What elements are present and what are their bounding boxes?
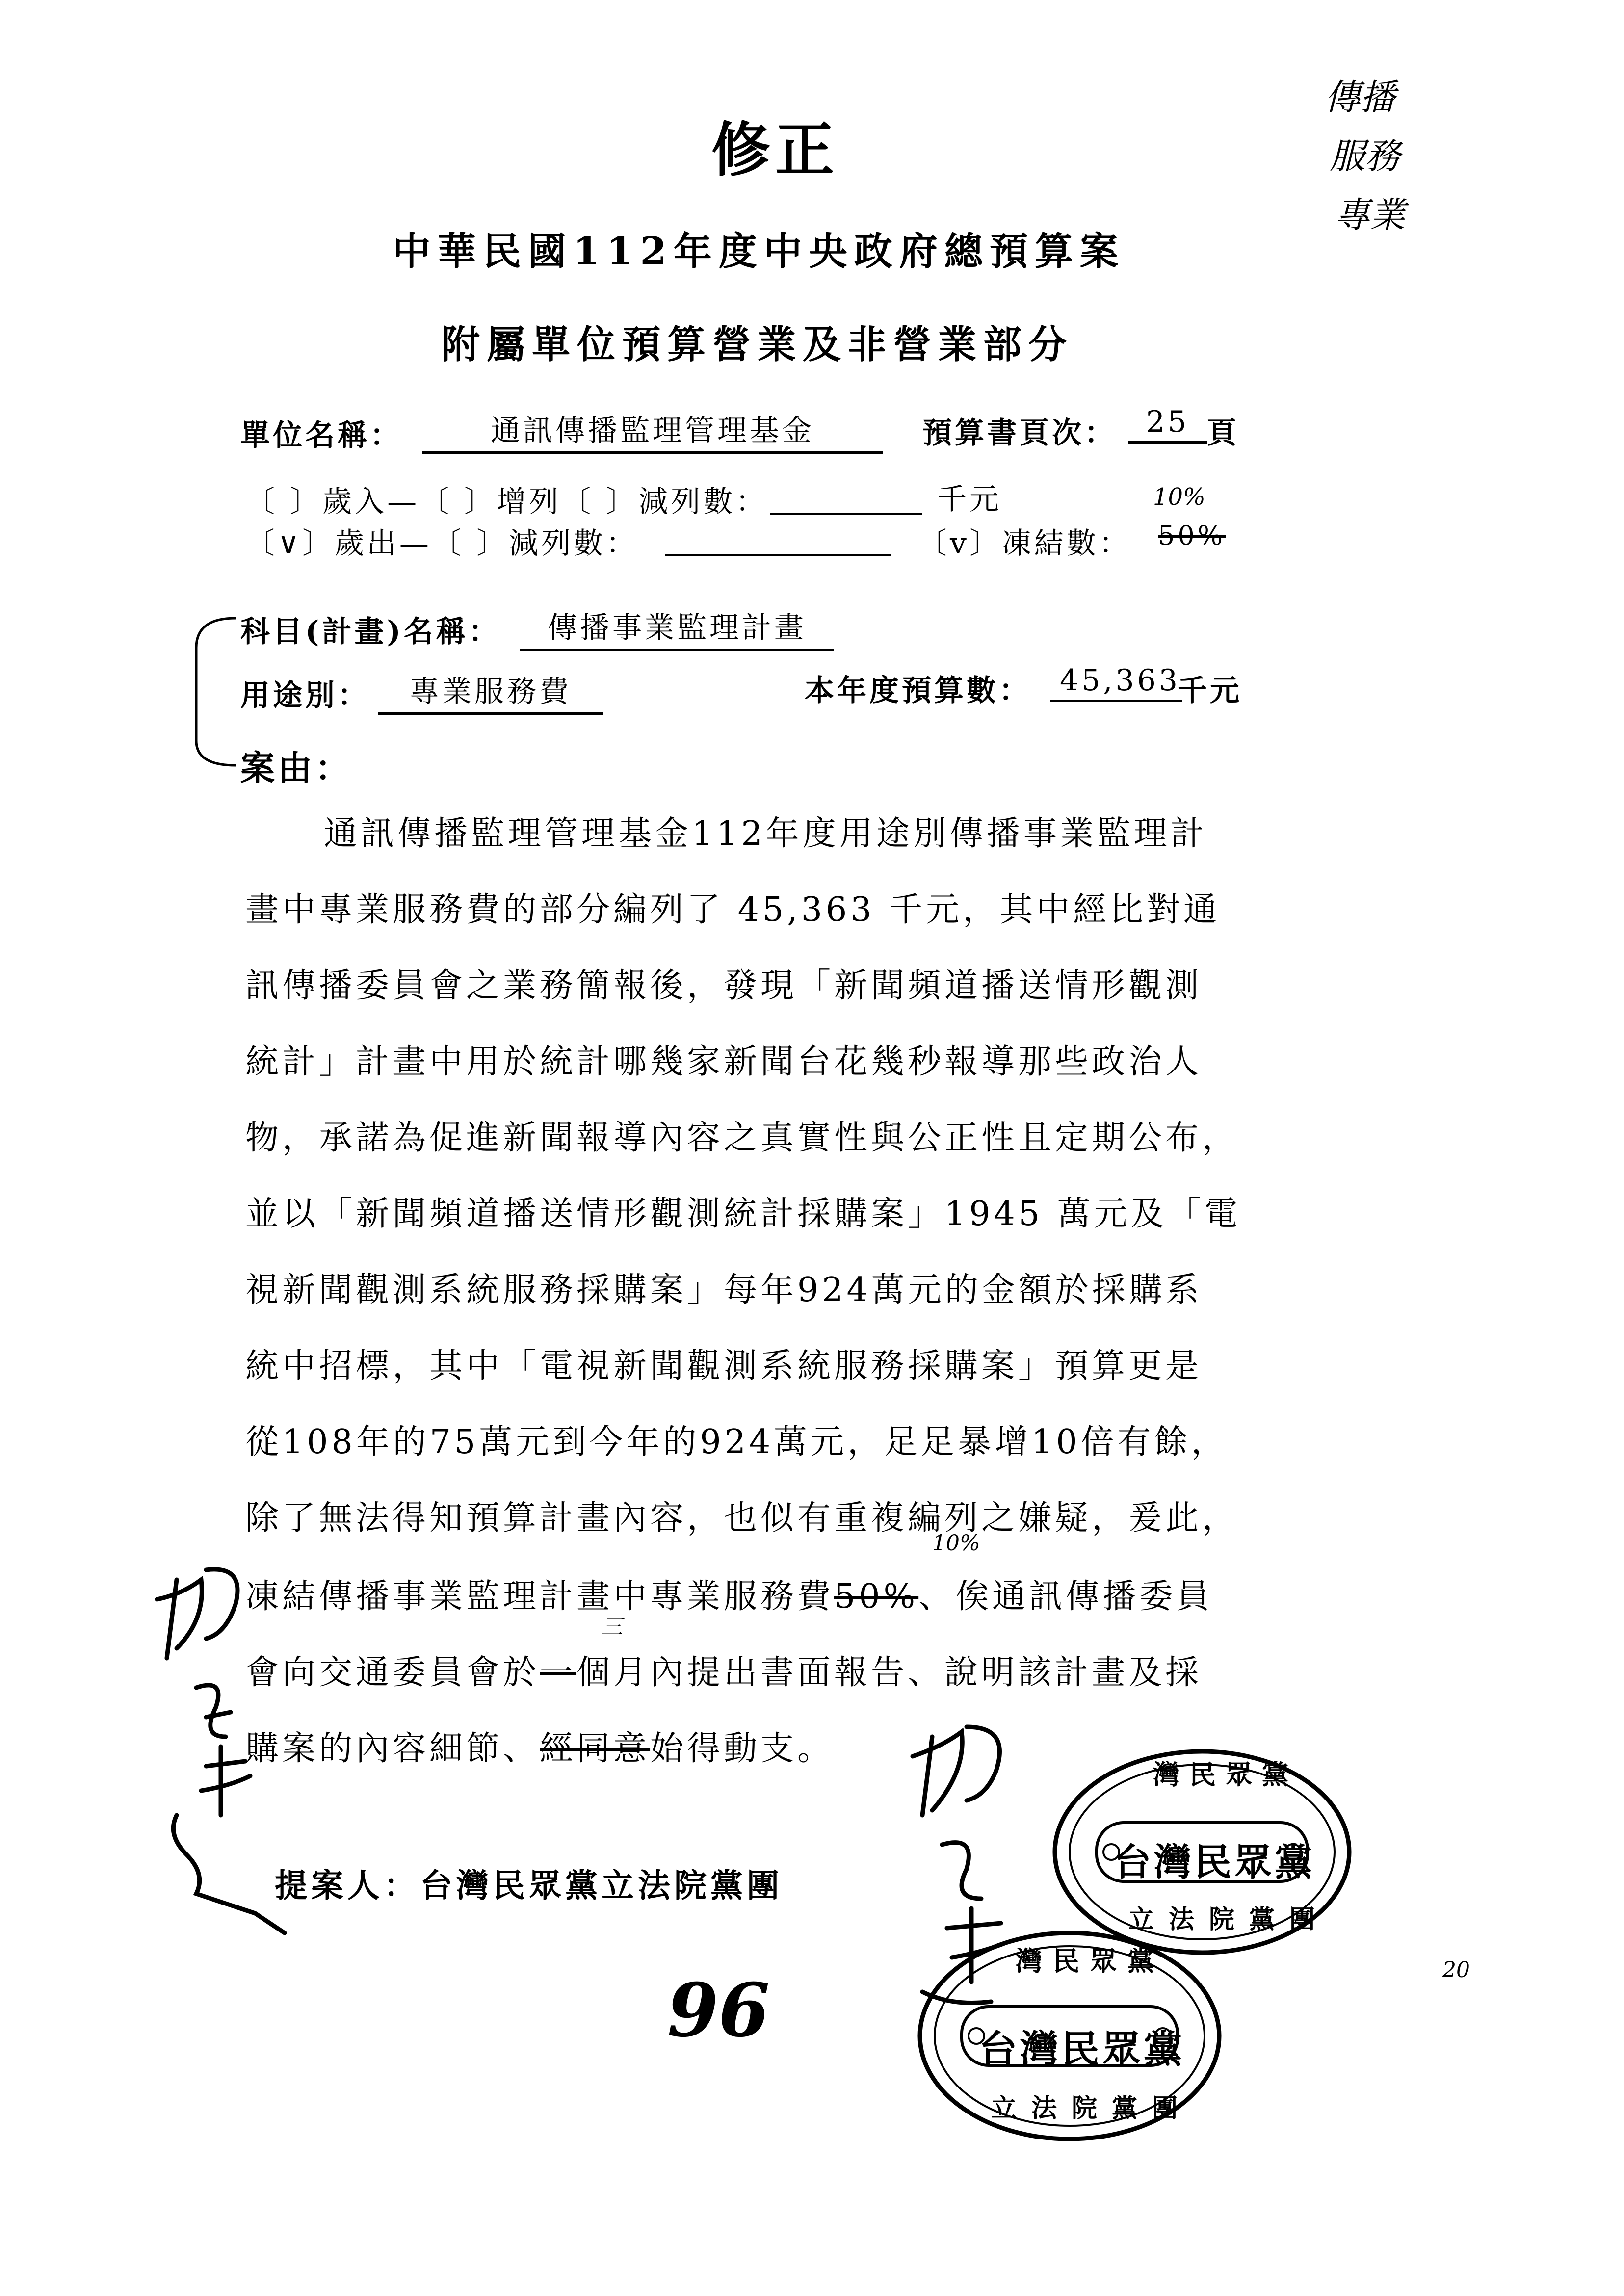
revenue-amount-blank (770, 513, 922, 515)
margin-mark: 20 (1442, 1957, 1470, 1983)
unit-name-label: 單位名稱： (240, 418, 402, 453)
seal-lower-bottom-text: 立法院黨團 (991, 2093, 1193, 2123)
body-line: 物，承諾為促進新聞報導內容之真實性與公正性且定期公布， (245, 1119, 1239, 1157)
document-title-line2: 附屬單位預算營業及非營業部分 (442, 322, 1074, 367)
freeze-label: 〔v〕凍結數： (917, 526, 1131, 561)
line13-after: 始得動支。 (650, 1729, 835, 1768)
line13-struck: 經同意 (540, 1729, 651, 1768)
reason-label: 案由： (240, 748, 352, 788)
document-title-line1: 中華民國112年度中央政府總預算案 (393, 229, 1125, 274)
budget-value: 45,363 (1050, 663, 1182, 702)
page-ref-value: 25 (1128, 405, 1207, 444)
body-line: 除了無法得知預算計畫內容，也似有重複編列之嫌疑，爰此， (245, 1499, 1239, 1538)
body-line: 從108年的75萬元到今年的924萬元，足足暴增10倍有餘， (245, 1423, 1228, 1461)
seal-upper-top-text: 灣民眾黨 (1153, 1759, 1298, 1790)
usage-label: 用途別： (240, 678, 370, 713)
page-number: 96 (667, 1967, 770, 2054)
budget-unit: 千元 (1178, 674, 1242, 708)
document-heading: 修正 (711, 115, 839, 184)
body-line: 訊傳播委員會之業務簡報後，發現「新聞頻道播送情形觀測 (245, 966, 1203, 1005)
page-ref-unit: 頁 (1207, 416, 1239, 450)
body-line: 並以「新聞頻道播送情形觀測統計採購案」1945 萬元及「電 (245, 1195, 1241, 1233)
subject-label: 科目(計畫)名稱： (240, 615, 501, 649)
proposer: 提案人：台灣民眾黨立法院黨團 (275, 1866, 783, 1905)
corner-note-line: 傳播 (1325, 77, 1396, 118)
body-line: 視新聞觀測系統服務採購案」每年924萬元的金額於採購系 (245, 1271, 1203, 1309)
body-line-edited (245, 1570, 1213, 1618)
line12-struck: 一 (540, 1653, 577, 1692)
seal-lower-center-text: 台灣民眾黨 (979, 2027, 1185, 2072)
expense-amount-blank (665, 554, 891, 556)
budget-label: 本年度預算數： (805, 674, 1031, 708)
subject-bracket (186, 613, 245, 775)
body-line: 統中招標，其中「電視新聞觀測系統服務採購案」預算更是 (245, 1347, 1203, 1385)
line11-before: 凍結傳播事業監理計畫中專業服務費 (245, 1577, 835, 1616)
unit-name-value: 通訊傳播監理管理基金 (422, 407, 883, 454)
body-line: 畫中專業服務費的部分編列了 45,363 千元，其中經比對通 (245, 890, 1221, 929)
corner-note-line: 專業 (1335, 194, 1406, 235)
seal-upper-bottom-text: 立法院黨團 (1128, 1905, 1330, 1934)
body-line-edited (245, 1722, 834, 1770)
left-signature (147, 1560, 304, 1962)
insert-three: 三 (601, 1615, 623, 1640)
revenue-row-text: 〔 〕歲入—〔 〕增列〔 〕減列數： (245, 485, 768, 519)
freeze-value-struck: 50% (1158, 520, 1226, 551)
usage-value: 專業服務費 (378, 668, 603, 715)
subject-value: 傳播事業監理計畫 (520, 604, 834, 651)
insert-10-percent: 10% (932, 1531, 980, 1556)
seal-upper-center-text: 台灣民眾黨 (1114, 1840, 1315, 1884)
page-ref-label: 預算書頁次： (922, 416, 1117, 450)
corner-note-line: 服務 (1330, 135, 1401, 177)
line12-after: 個月內提出書面報告、說明該計畫及採 (576, 1653, 1203, 1692)
body-line: 統計」計畫中用於統計哪幾家新聞台花幾秒報導那些政治人 (245, 1043, 1203, 1081)
revenue-unit: 千元 (937, 482, 1002, 517)
line13-before: 購案的內容細節、 (245, 1729, 540, 1768)
handwritten-10-percent: 10% (1153, 483, 1205, 511)
line12-before: 會向交通委員會於 (245, 1653, 540, 1692)
line11-after: 、俟通訊傳播委員 (918, 1577, 1213, 1616)
line11-struck: 50% (834, 1577, 919, 1616)
seal-lower-top-text: 灣民眾黨 (1016, 1945, 1165, 1977)
body-line: 通訊傳播監理管理基金112年度用途別傳播事業監理計 (324, 814, 1207, 853)
expense-row-text: 〔∨〕歲出—〔 〕減列數： (245, 526, 638, 561)
body-line-edited (245, 1646, 1202, 1694)
